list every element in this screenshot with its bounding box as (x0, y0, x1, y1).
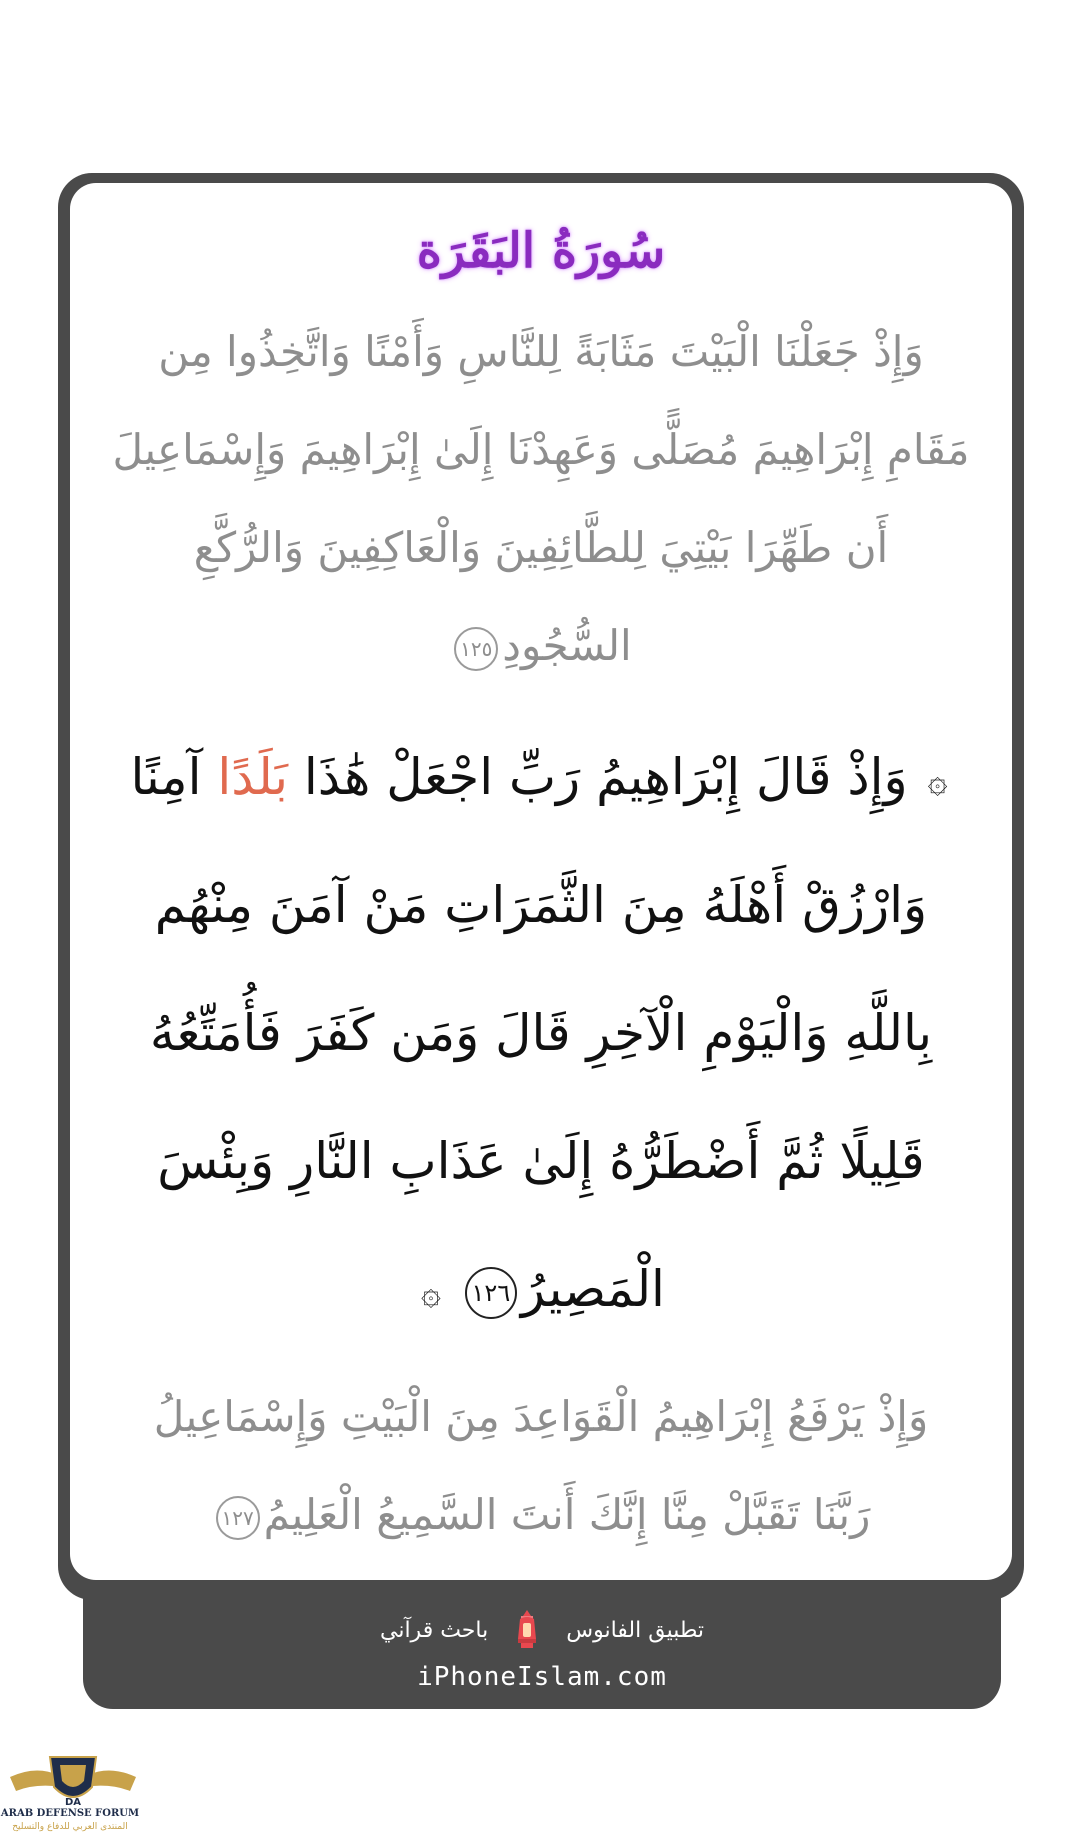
verse-text: آمِنًا (130, 748, 202, 806)
forum-badge: DA (64, 1797, 82, 1808)
app-name: تطبيق الفانوس (566, 1617, 705, 1643)
rub-el-hizb-icon: ۞ (421, 1273, 441, 1313)
forum-logo (6, 1735, 140, 1835)
verse-line (92, 713, 990, 841)
verse-text: وَإِذْ قَالَ إِبْرَاهِيمُ رَبِّ اجْعَلْ هَٰذَا (303, 748, 908, 806)
verse-line: وَإِذْ يَرْفَعُ إِبْرَاهِيمُ الْقَوَاعِدَ مِنَ الْبَيْتِ وَإِسْمَاعِيلُ (153, 1392, 929, 1441)
verse-line (92, 1225, 990, 1353)
ayah-number-125: ١٢٥ (454, 627, 498, 671)
forum-name-ar: المنتدى العربي للدفاع والتسليح (12, 1822, 128, 1832)
ayah-number-126: ١٢٦ (465, 1267, 517, 1319)
verse-card (70, 183, 1012, 1580)
verse-126 (92, 713, 990, 1353)
surah-title: سُورَةُ البَقَرَة (416, 223, 666, 279)
verse-line (92, 597, 990, 695)
footer-branding (83, 1608, 1001, 1652)
app-subtitle: باحث قرآني (379, 1617, 489, 1643)
verse-127 (92, 1368, 990, 1564)
ayah-number-127: ١٢٧ (216, 1496, 260, 1540)
verse-line: وَارْزُقْ أَهْلَهُ مِنَ الثَّمَرَاتِ مَنْ آمَنَ مِنْهُم (154, 876, 928, 934)
verse-line: بِاللَّهِ وَالْيَوْمِ الْآخِرِ قَالَ وَمَن كَفَرَ فَأُمَتِّعُهُ (149, 1004, 933, 1062)
verse-line: وَإِذْ جَعَلْنَا الْبَيْتَ مَثَابَةً لِلنَّاسِ وَأَمْنًا وَاتَّخِذُوا مِن (158, 327, 924, 376)
verse-text: الْمَصِيرُ (520, 1260, 665, 1318)
verse-line (92, 1466, 990, 1564)
verse-text: السُّجُودِ (502, 621, 632, 670)
verse-line: مَقَامِ إِبْرَاهِيمَ مُصَلًّى وَعَهِدْنَا إِلَىٰ إِبْرَاهِيمَ وَإِسْمَاعِيلَ (112, 425, 970, 474)
highlighted-word: بَلَدًا (217, 748, 288, 806)
rub-el-hizb-icon: ۞ (927, 761, 948, 801)
forum-name: ARAB DEFENSE FORUM (0, 1808, 140, 1819)
verse-125 (92, 303, 990, 695)
verse-text: رَبَّنَا تَقَبَّلْ مِنَّا إِنَّكَ أَنتَ السَّمِيعُ الْعَلِيمُ (263, 1490, 871, 1539)
verse-line: أَن طَهِّرَا بَيْتِيَ لِلطَّائِفِينَ وَالْعَاكِفِينَ وَالرُّكَّعِ (193, 523, 889, 572)
app-footer (83, 1590, 1001, 1709)
lantern-icon (512, 1609, 542, 1651)
verse-line: قَلِيلًا ثُمَّ أَضْطَرُّهُ إِلَىٰ عَذَابِ النَّارِ وَبِئْسَ (157, 1132, 925, 1190)
website-link[interactable]: iPhoneIslam.com (417, 1662, 667, 1692)
